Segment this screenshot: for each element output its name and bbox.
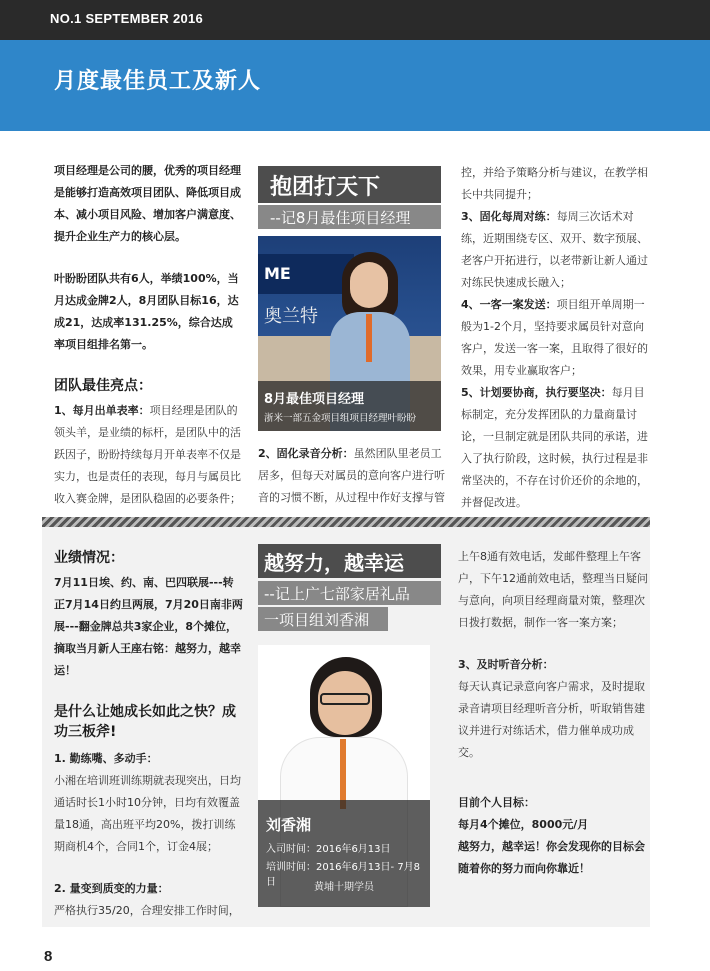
- part2-right-column: [458, 546, 648, 880]
- s1-text: 小湘在培训班训练期就表现突出，日均通话时长1小时10分钟，日均有效覆盖量18通，高出班平均20%，拨打训练期商机4个，合同1个，订金4展；: [54, 774, 241, 853]
- point4-title: 4、一客一案发送：: [461, 298, 557, 311]
- s3-text: 每天认真记录意向客户需求，及时提取录音请项目经理听音分析，听取销售建议并进行对练话术，借力催单成功成交。: [458, 680, 645, 759]
- headline-1-text: 抱团打天下: [270, 175, 381, 200]
- perf-heading: 业绩情况：: [54, 550, 124, 566]
- page-number: 8: [44, 948, 53, 965]
- section-title: 月度最佳员工及新人: [54, 69, 262, 94]
- point2-text: 虽然团队里老员工居多，但每天对属员的意向客户进行听音的习惯不断，从过程中作好支撑与管: [258, 447, 445, 504]
- point1-title: 1、每月出单表率：: [54, 404, 150, 417]
- point4-paragraph: [461, 294, 649, 382]
- point5-text: 每月目标制定，充分发挥团队的力量商量讨论，一旦制定就是团队共同的承诺，进入了执行阶段，这时候，执行过程是非常坚决的，不存在讨价还价的余地的，并督促改进。: [461, 386, 648, 509]
- point3-title: 3、固化每周对练：: [461, 210, 557, 223]
- headline-2: [258, 544, 441, 578]
- subheadline-2a: [258, 581, 441, 605]
- subheadline-2b: [258, 607, 388, 631]
- goal-2: 越努力，越幸运！你会发现你的目标会随着你的努力而向你靠近！: [458, 840, 645, 875]
- s1-paragraph: [54, 748, 244, 858]
- photo-sign-text-2: 奥兰特: [264, 306, 318, 327]
- intro-paragraph: 项目经理是公司的腰，优秀的项目经理是能够打造高效项目团队、降低项目成本、减小项目风险、增加客户满意度、提升企业生产力的核心层。: [54, 164, 241, 243]
- point2-title: 2、固化录音分析：: [258, 447, 354, 460]
- issue-label: NO.1 SEPTEMBER 2016: [50, 11, 204, 26]
- training-period: 培训时间：2016年6月13日- 7月8日: [266, 862, 421, 888]
- point5-paragraph: [461, 382, 649, 514]
- photo-caption-title: 8月最佳项目经理: [264, 392, 365, 407]
- growth-heading: 是什么让她成长如此之快？成功三板斧!: [54, 704, 236, 740]
- goal-heading: 目前个人目标：: [458, 796, 535, 809]
- s3-paragraph: [458, 654, 648, 764]
- subheadline-2a-text: --记上广七部家居礼品: [264, 585, 410, 603]
- glasses-icon: [320, 693, 370, 705]
- photo-sign-text: ME: [264, 264, 291, 283]
- photo-caption-1: [258, 381, 441, 431]
- point4-text: 项目组开单周期一般为1-2个月，坚持要求属员针对意向客户，发送一客一案，且取得了很好的效果，用专业赢取客户；: [461, 298, 648, 377]
- lanyard-2: [340, 739, 346, 809]
- person-face: [350, 262, 388, 308]
- top-bar: [0, 0, 710, 40]
- team-paragraph: 叶盼盼团队共有6人，举绩100%，当月达成金牌2人，8月团队目标16，达成21，达成率131.25%，综合达成率项目组排名第一。: [54, 272, 239, 351]
- point1-paragraph: [54, 400, 242, 510]
- s1-title: 1. 勤练嘴、多动手：: [54, 752, 158, 765]
- join-date: 入司时间：2016年6月13日: [266, 844, 391, 855]
- s3-title: 3、及时听音分析：: [458, 658, 554, 671]
- right-cont-paragraph: 控，并给予策略分析与建议，在教学相长中共同提升；: [461, 166, 648, 201]
- photo-caption-2: [258, 800, 430, 907]
- point3-text: 每周三次话术对练，近期围绕专区、双开、数字预展、老客户开拓进行，以老带新让新人通过对练民快速成长融入；: [461, 210, 648, 289]
- s2-paragraph: [54, 878, 244, 922]
- s2-text: 严格执行35/20，合理安排工作时间，: [54, 904, 240, 917]
- point5-title: 5、计划要协商，执行要坚决：: [461, 386, 612, 399]
- lanyard: [366, 314, 372, 362]
- point3-paragraph: [461, 206, 649, 294]
- part2-left-column: [54, 548, 244, 922]
- section-banner: [0, 40, 710, 131]
- goal-1: 每月4个摊位，8000元/月: [458, 818, 589, 831]
- part1-middle-text: [258, 443, 446, 509]
- subheadline-2b-text: 一项目组刘香湘: [264, 611, 370, 629]
- headline-1: [258, 166, 441, 203]
- part1-right-column: [461, 162, 649, 514]
- perf-text: 7月11日埃、约、南、巴四联展---转正7月14日约旦两展，7月20日南非两展---翻金牌总共3家企业，8个摊位，摘取当月新人王座右铭：越努力，越幸运！: [54, 576, 243, 677]
- p2-right-cont: 上午8通有效电话，发邮件整理上午客户，下午12通前效电话，整理当日疑问与意向，向项目经理商量对策，整理次日拨打数据，制作一客一案方案；: [458, 550, 648, 629]
- subheadline-1-text: --记8月最佳项目经理: [270, 209, 411, 227]
- s2-title: 2. 量变到质变的力量：: [54, 882, 169, 895]
- section-divider: [42, 517, 650, 527]
- part1-left-column: [54, 160, 242, 510]
- class-label: 黄埔十期学员: [314, 882, 374, 893]
- photo-caption-sub: 浙米一部五金项目组项目经理叶盼盼: [264, 413, 417, 424]
- highlights-heading: 团队最佳亮点：: [54, 378, 152, 394]
- headline-2-text: 越努力，越幸运: [264, 551, 404, 575]
- point1-text: 项目经理是团队的领头羊，是业绩的标杆，是团队中的活跃因子，盼盼持续每月开单表率不仅是实力，也是责任的表现，每月与属员比收入赛金牌，是团队稳固的必要条件；: [54, 404, 241, 505]
- subheadline-1: [258, 205, 441, 229]
- person2-name: 刘香湘: [266, 816, 312, 834]
